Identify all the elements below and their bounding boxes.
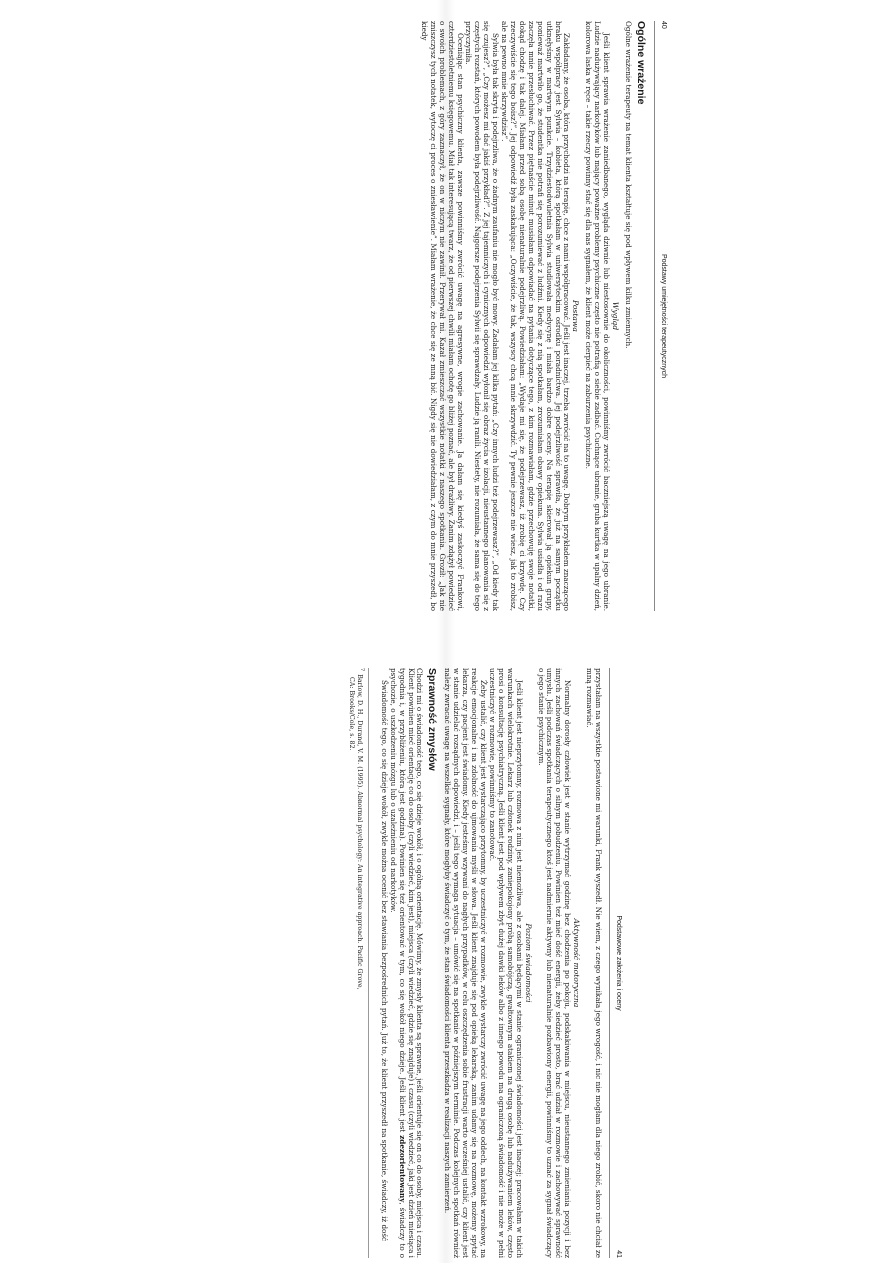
- page-40: [337, 21, 667, 611]
- paragraph: Jeśli klient jest nieprzytomny, rozmowa z nim jest niemożliwa, ale z osobami będącymi w stanie ograniczonej świadomości jest inaczej; pracowałam w takich warunkach wielokrotnie. Lekarz lub członek rodziny, zaniepokojony próbą samobójczą, gwałtownym atakiem na drugą osobę lub nadużywaniem leków, często prosi o konsultację psychiatryczną. Jeśli klient jest pod wpływem zbyt dużej dawki leków albo z innego powodu ma ograniczoną świadomość i nie może w pełni uczestniczyć w rozmowie, powinniśmy to zanotować.: [487, 668, 524, 1258]
- subsection-heading-postawa: Postawa: [571, 300, 581, 332]
- footnote-marker: 7: [358, 668, 365, 672]
- paragraph-text: Chodzi mi o świadomość tego, co się dzieje wokół, i o ogólną orientację. Mówimy, że zmysły klienta są sprawne, jeśli orientuje się on co do osoby, miejsca i czasu. Klient powinien mieć orientację co do osoby (czyli wiedzieć, kim jest), miejsca (czyli wiedzieć, gdzie się znajduje) i czasu (czyli wiedzieć, jaki jest dzień miesiąca i tygodnia i, w przybliżeniu, która jest godzina). Powinien się też orientować w tym, co się wokół niego dzieje. Jeśli klient jest: [397, 668, 425, 1258]
- paragraph: [388, 668, 424, 1258]
- page-header: [654, 21, 667, 611]
- section-title: Ogólne wrażenie: [635, 21, 648, 105]
- paragraph: Żeby ustalić, czy klient jest wystarczająco przytomny, by uczestniczyć w rozmowie, zwykle wystarczy zwrócić uwagę na jego oddech, na kontakt wzrokowy, na reakcje emocjonalne i na zdolność do ujmowania myśli w słowa. Jeśli klient znajduje się pod opieką lekarską, zanim udamy się na rozmowę, możemy spytać lekarza, czy pacjent jest świadomy. Kiedy jesteśmy wzywani do nagłych przypadków, w celu oszczędzenia sobie frustracji warto wcześniej ustalić, czy klient jest w stanie udzielać rozsądnych odpowiedzi, i – jeśli tego wymaga sytuacja – umówić się na spotkanie w późniejszym terminie. Podczas kolejnych spotkań również należy zwracać uwagę na wszelkie sygnały, które mogłyby świadczyć o tym, że stan świadomości klienta przeszkadza w realizacji naszych zamierzeń.: [443, 668, 489, 1258]
- paragraph: Świadomość tego, co się dzieje wokół, zwykle można ocenić bez stawiania bezpośrednich pytań. Już to, że klient przyszedł na spotkanie, świadczy, iż dość: [379, 680, 389, 1242]
- page-41: [292, 668, 622, 1258]
- page-number: 40: [660, 21, 667, 29]
- paragraph-continuation: przystałam na wszystkie postawione mi warunki, Frank wyszedł. Nie wiem, z czego wynikała jego wrogość, i nic nie mogłam dla niego zrobić, skoro nie chciał ze mną rozmawiać.: [585, 668, 604, 1258]
- paragraph-text: , świadczy to o psychozie, o uszkodzeniu mózgu lub o uzależnieniu od narkotyków.: [388, 668, 407, 1258]
- section-title: Sprawność zmysłów: [426, 668, 439, 771]
- subsection-heading-wyglad: Wygląd: [611, 301, 621, 331]
- footnote-text: Barlow, D. H., Durand, V. M. (1995). Abnormal psychology: An integrative approach. Pacific Grove,: [355, 674, 363, 990]
- paragraph: Normalny dorosły człowiek jest w stanie wytrzymać godzinę bez chodzenia po pokoju, podskakiwania w miejscu, nieustannego zmieniania pozycji i bez innych zachowań świadczących o silnym pobudzeniu. Powinien też mieć dość energii, żeby siedzieć prosto, brać udział w rozmowie i zachowywać sprawność umysłu. Jeśli podczas spotkania terapeutycznego ktoś jest nadmiernie aktywny lub nienaturalnie pozbawiony energii, powinniśmy to uznać za sygnał świadczący o jego stanie psychicznym.: [536, 668, 573, 1258]
- emphasis-term: zdezorientowany: [397, 1135, 407, 1203]
- page-number: 41: [615, 1250, 622, 1258]
- footnote-text-continued: CA: Brooks/Cole, s. 82.: [348, 677, 356, 751]
- paragraph: Oceniając stan psychiczny klienta, zawsze powinniśmy zwrócić uwagę na agresywne, wrogie zachowanie. Ja dałam się kiedyś zaskoczyć Frankowi, czterdziestoletniemu księgowemu. Miał tak interesującą twarz, że od pierwszej chwili miałam ochotę go bliżej poznać, ale był drażliwy. Zanim zdążył powiedzieć o swoich problemach, z góry zaznaczył, że on w niczym nie zawinił. Przerywał mi. Kazał zmieszczać wszystkie notatki z naszego spotkania. Groził: „Jak nie zniszczysz tych notatek, wytoczę ci proces o zniesławienie”. Miałam wrażenie, że chce się ze mną bić. Nigdy się nie dowiedziałam, z czym do mnie przyszedł, bo kiedy: [419, 21, 465, 611]
- paragraph: Sylwia była tak skryta i podejrzliwa, że o żadnym zaufaniu nie mogło być mowy. Zadałam jej kilka pytań: „Czy innych ludzi też podejrzewasz?”, „Od kiedy tak się czujesz?”, „Czy możesz mi dać jakiś przykład?”. Z jej tajemniczych i cynicznych odpowiedzi wyłonił się obraz życia w izolacji, nieustannego planowania się z częstych rozstań, których powodem była podejrzliwość. Najgorsze podejrzenia Sylwii się sprawdzały. Ludzie ją ranili. Niestety, nie rozumiała, że sama się do tego przyczyniła.: [464, 21, 501, 611]
- running-head: Podstawowe założenia i oceny: [615, 915, 622, 1011]
- subsection-heading-aktywnosc: Aktywność motoryczna: [572, 918, 582, 1008]
- subsection-heading-poziom: Poziom świadomości: [523, 923, 533, 1003]
- paragraph: Zakładamy, że osoba, która przychodzi na terapię, chce z nami współpracować. Jeśli jest inaczej, trzeba zwrócić na to uwagę. Dobrym przykładem znaczącego braku współpracy jest Sylwia – kobieta, którą spotkałam w uniwersyteckim ośrodku poradnictwa. Jej podejrzliwość sprawiła, że już na samym początku utknęłyśmy w martwym punkcie. Trzydziestodwuletnia Sylwia studiowała medycynę i miała bardzo dobre oceny. Na terapię skierował ją opiekun grupy, poniewaź martwiło go, że studentka nie potrafi się porozumiewać z ludźmi. Kiedy się z nią spotkałam, zrozumiałam obawy opiekuna. Sylwia usiadła i od razu zaczęła mnie przesłuchiwać. Przez piętnaście minut musiałam odpowiadać na pytania dotyczące tego, z kim rozmawiałam, gdzie przechowuję swoje notatki, dokąd chodzę i tak dalej. Miałam przed sobą osobę nienaturalnie podejrzliwą. Powiedziałam: „Wydaje mi się, że podejrzewasz, iż zrobię ci krzywdę. Czy rzeczywiście się tego boisz?”. Jej odpowiedź była zaskakująca: „Oczywiście, że tak, wszyscy chcą mnie skrzywdzić. Ty pewnie jeszcze nie wiesz, jak to zrobisz, ale na pewno mnie skrzywdzisz”.: [500, 21, 572, 611]
- footnote: [347, 668, 369, 1258]
- section-intro: Ogólne wrażenie terapeuty na temat klienta kształtuje się pod wpływem kilku zmiennych.: [624, 21, 634, 349]
- paragraph: Jeśli klient sprawia wrażenie zaniedbanego, wygląda dziwnie lub niestosownie do okoliczności, powinniśmy zwrócić baczniejszą uwagę na jego ubranie. Ludzie nadużywający narkotyków lub mający poważne problemy psychiczne często nie potrafią o siebie zadbać. Cuchnące ubranie, gruba kurtka w upalny dzień, kolorowa laska w ręce – takie rzeczy powinny stać się dla nas sygnałem, że klient może cierpieć na zaburzenia psychiczne.: [584, 21, 612, 611]
- page-header: [609, 668, 622, 1258]
- running-head: Podstawy umiejętności terapeutycznych: [660, 253, 667, 379]
